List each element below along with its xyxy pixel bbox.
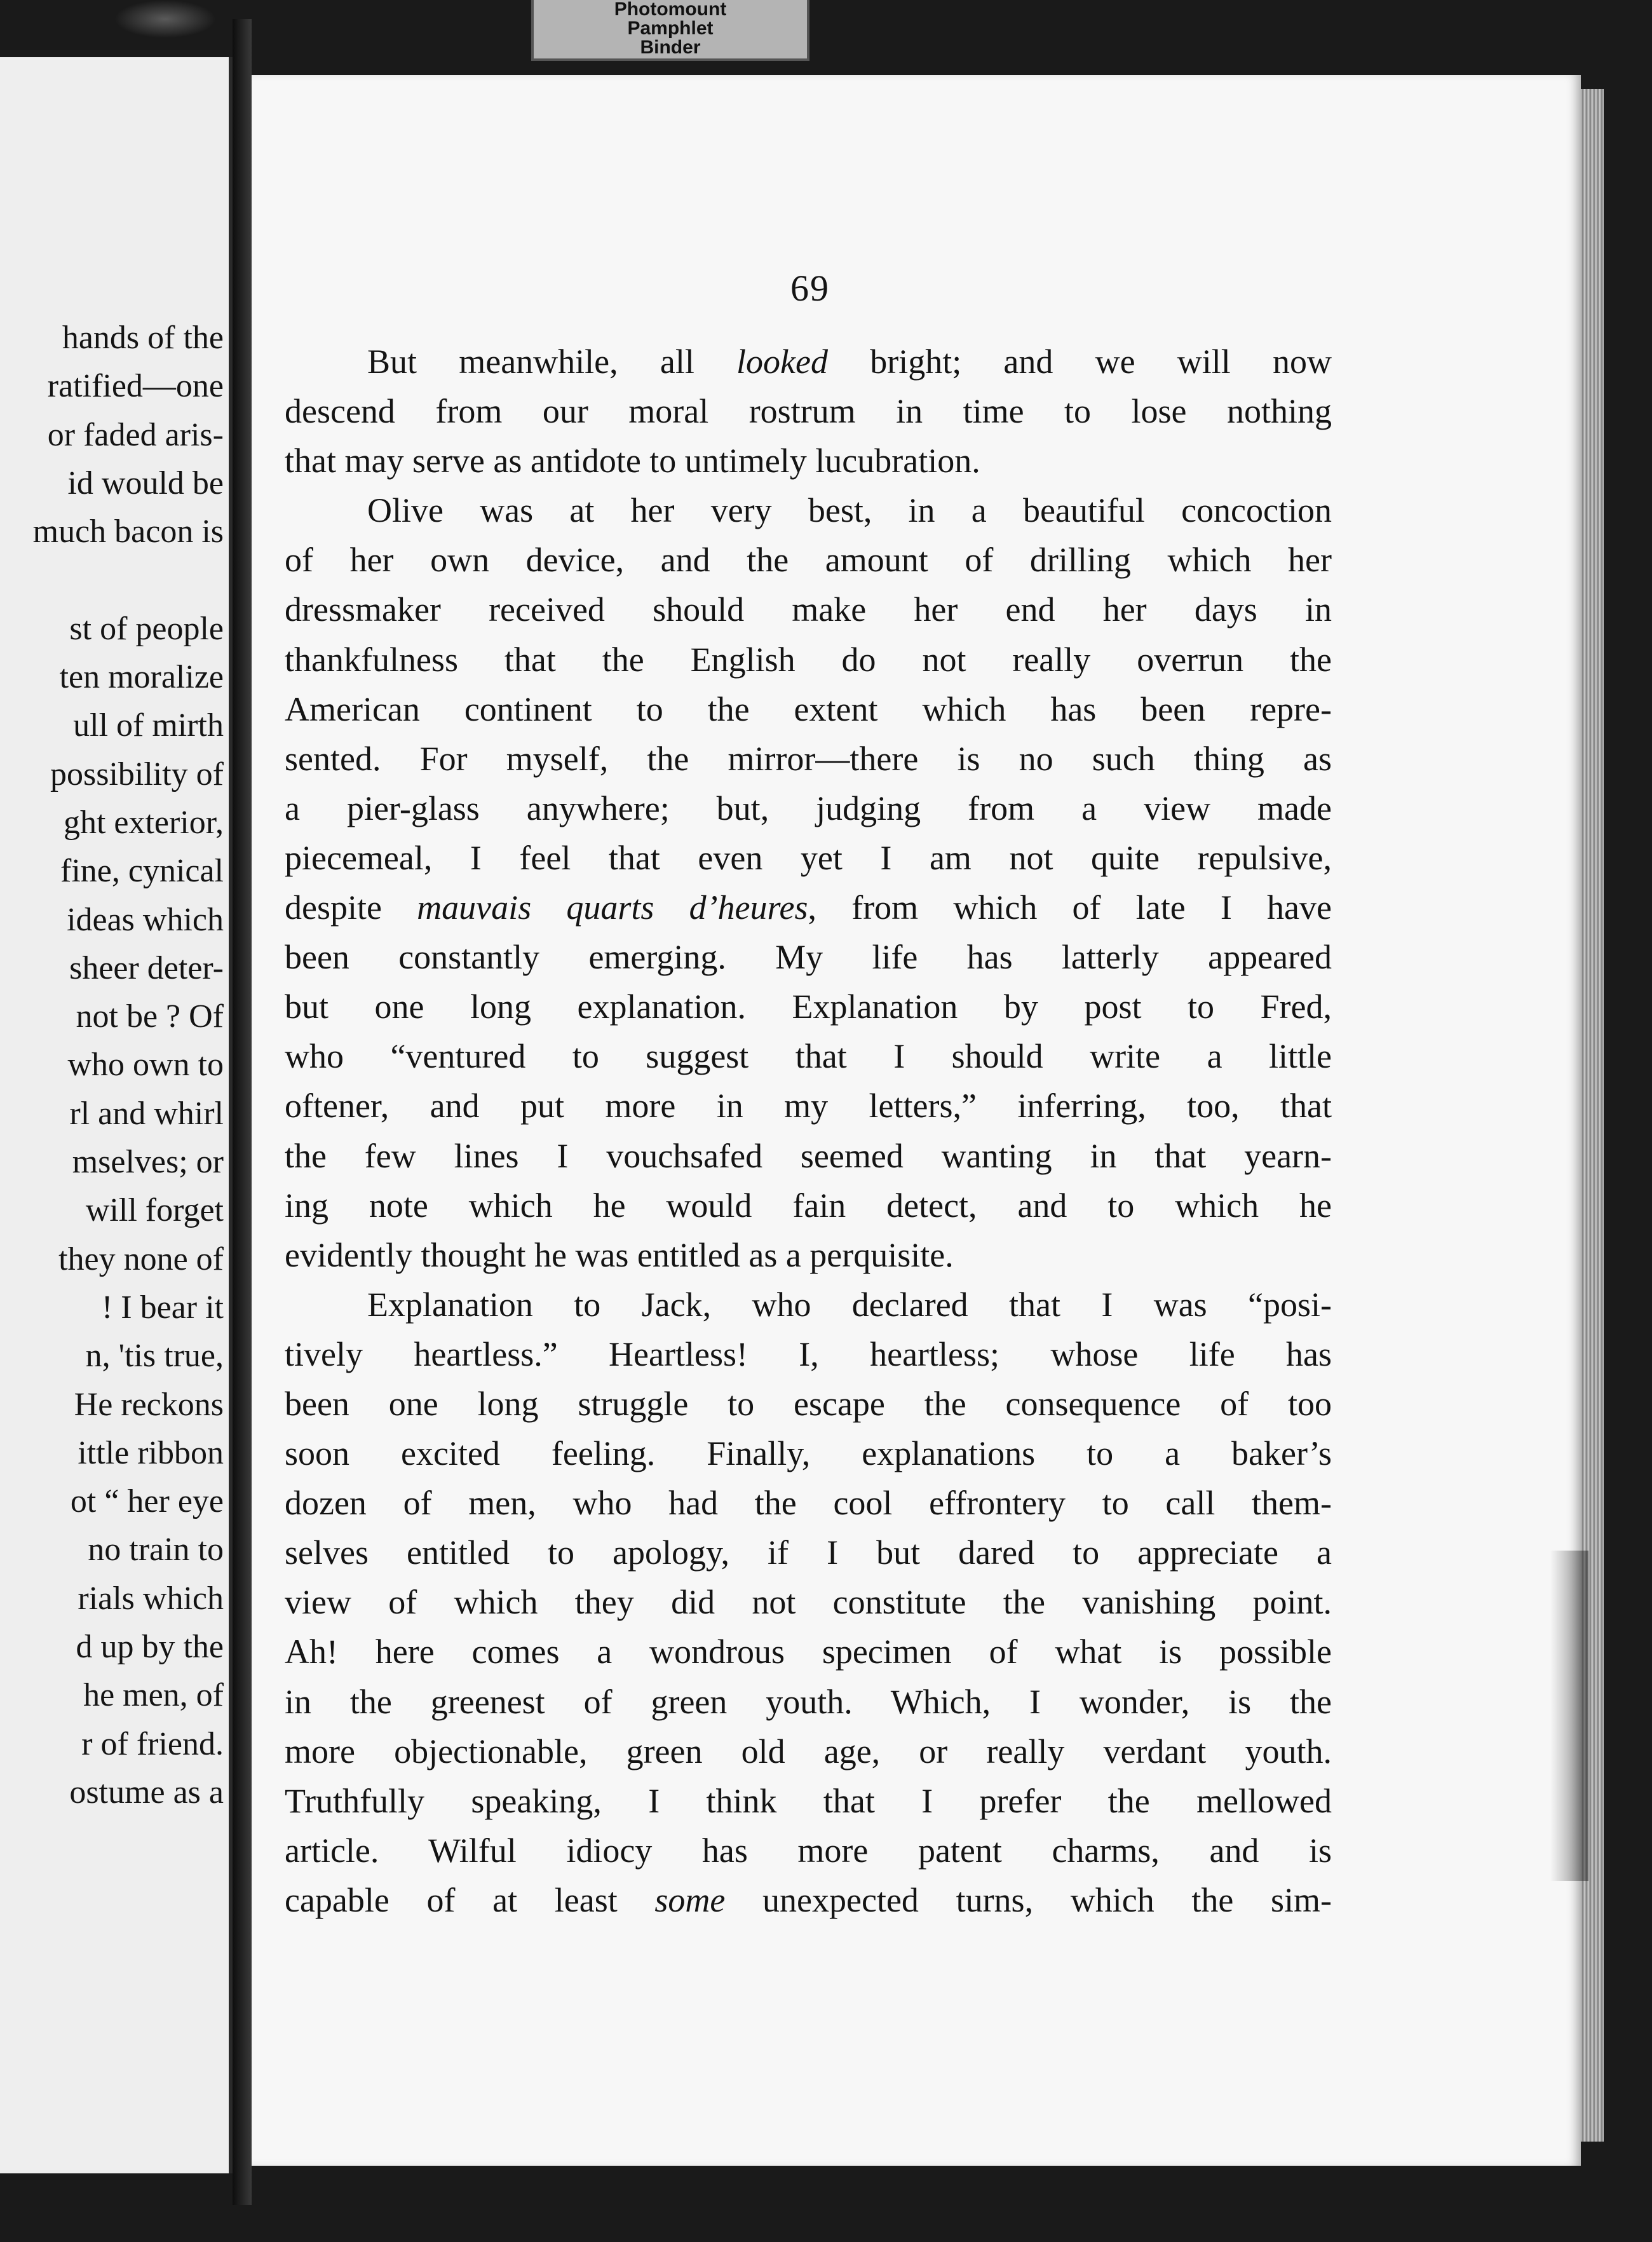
text-line: but one long explanation. Explanation by post to Fred,	[285, 988, 1332, 1026]
left-page-line: he men, of	[83, 1677, 224, 1714]
text-line: American continent to the extent which has been repre-	[285, 690, 1332, 728]
left-page-line: rials which	[78, 1580, 224, 1617]
text-line: article. Wilful idiocy has more patent charms, and is	[285, 1831, 1332, 1870]
text-line: been one long struggle to escape the consequence of too	[285, 1384, 1332, 1423]
text-line: soon excited feeling. Finally, explanations to a baker’s	[285, 1434, 1332, 1473]
left-page-line: ittle ribbon	[78, 1434, 224, 1471]
left-page-text	[33, 314, 224, 1817]
left-page-line: rl and whirl	[69, 1095, 224, 1132]
left-page-line: ot “ her eye	[70, 1483, 224, 1520]
left-page-line: r of friend.	[81, 1725, 224, 1762]
left-page-line: st of people	[69, 610, 224, 647]
text-line: that may serve as antidote to untimely lucubration.	[285, 442, 980, 480]
text-line: But meanwhile, all looked bright; and we will now	[367, 343, 1332, 381]
text-line: capable of at least some unexpected turns, which the sim-	[285, 1880, 1332, 1919]
text-line: dressmaker received should make her end her days in	[285, 590, 1332, 629]
text-line: who “ventured to suggest that I should write a little	[285, 1037, 1332, 1076]
text-line: tively heartless.” Heartless! I, heartless; whose life has	[285, 1335, 1332, 1373]
text-line: a pier-glass anywhere; but, judging from a view made	[285, 789, 1332, 827]
text-line: despite mauvais quarts d’heures, from which of late I have	[285, 888, 1332, 927]
binder-label-line1: Photomount	[614, 0, 727, 20]
text-line: piecemeal, I feel that even yet I am not quite repulsive,	[285, 838, 1332, 877]
page-body-text	[285, 337, 1332, 1925]
text-line: descend from our moral rostrum in time to lose nothing	[285, 392, 1332, 431]
left-page-line: ideas which	[67, 901, 224, 938]
left-page-line: mselves; or	[72, 1144, 224, 1181]
left-page-line: hands of the	[62, 320, 224, 356]
book-gutter	[233, 19, 252, 2205]
left-page-line: sheer deter-	[69, 949, 224, 986]
scan-shadow	[114, 0, 216, 38]
left-page-line: n, 'tis true,	[85, 1338, 224, 1375]
text-line: evidently thought he was entitled as a perquisite.	[285, 1235, 954, 1274]
left-page-line: He reckons	[74, 1386, 224, 1423]
left-page-line: ratified—one	[47, 368, 224, 405]
binder-label	[531, 0, 809, 61]
text-line: selves entitled to apology, if I but dared to appreciate a	[285, 1533, 1332, 1572]
text-line: been constantly emerging. My life has latterly appeared	[285, 938, 1332, 977]
text-line: more objectionable, green old age, or really verdant youth.	[285, 1732, 1332, 1770]
left-page-line: ostume as a	[69, 1774, 224, 1811]
text-line: ing note which he would fain detect, and to which he	[285, 1186, 1332, 1225]
text-line: sented. For myself, the mirror—there is no such thing as	[285, 739, 1332, 778]
left-page-line	[33, 556, 224, 604]
left-page	[0, 57, 233, 2173]
left-page-line: possibility of	[50, 756, 224, 792]
edge-smudge	[1550, 1551, 1588, 1881]
binder-label-line2: Pamphlet	[627, 18, 714, 39]
text-line: Ah! here comes a wondrous specimen of what is possible	[285, 1633, 1332, 1671]
text-line: oftener, and put more in my letters,” inferring, too, that	[285, 1087, 1332, 1125]
left-page-line: d up by the	[76, 1629, 224, 1666]
text-line: thankfulness that the English do not really overrun the	[285, 640, 1332, 679]
left-page-line: who own to	[67, 1047, 224, 1084]
left-page-line: ght exterior,	[63, 804, 224, 841]
left-page-line: much bacon is	[32, 513, 224, 550]
left-page-line: id would be	[67, 465, 224, 501]
left-page-line: ull of mirth	[73, 707, 224, 744]
text-line: dozen of men, who had the cool effrontery to call them-	[285, 1484, 1332, 1523]
left-page-line: will forget	[85, 1192, 224, 1229]
left-page-line: or faded aris-	[47, 416, 224, 453]
left-page-line: no train to	[88, 1532, 224, 1568]
left-page-line: they none of	[58, 1240, 224, 1277]
text-line: Truthfully speaking, I think that I prefer the mellowed	[285, 1781, 1332, 1820]
text-line: of her own device, and the amount of drilling which her	[285, 541, 1332, 580]
text-line: view of which they did not constitute the vanishing point.	[285, 1583, 1332, 1622]
left-page-line: not be ? Of	[76, 998, 224, 1035]
binder-label-line3: Binder	[640, 37, 701, 58]
left-page-line: ! I bear it	[101, 1289, 224, 1326]
text-line: Explanation to Jack, who declared that I was “posi-	[367, 1285, 1332, 1324]
page-number: 69	[790, 268, 830, 309]
text-line: in the greenest of green youth. Which, I wonder, is the	[285, 1682, 1332, 1721]
left-page-line: fine, cynical	[60, 853, 224, 890]
text-line: the few lines I vouchsafed seemed wanting in that yearn-	[285, 1136, 1332, 1175]
text-line: Olive was at her very best, in a beautiful concoction	[367, 491, 1332, 530]
left-page-line: ten moralize	[59, 659, 224, 696]
